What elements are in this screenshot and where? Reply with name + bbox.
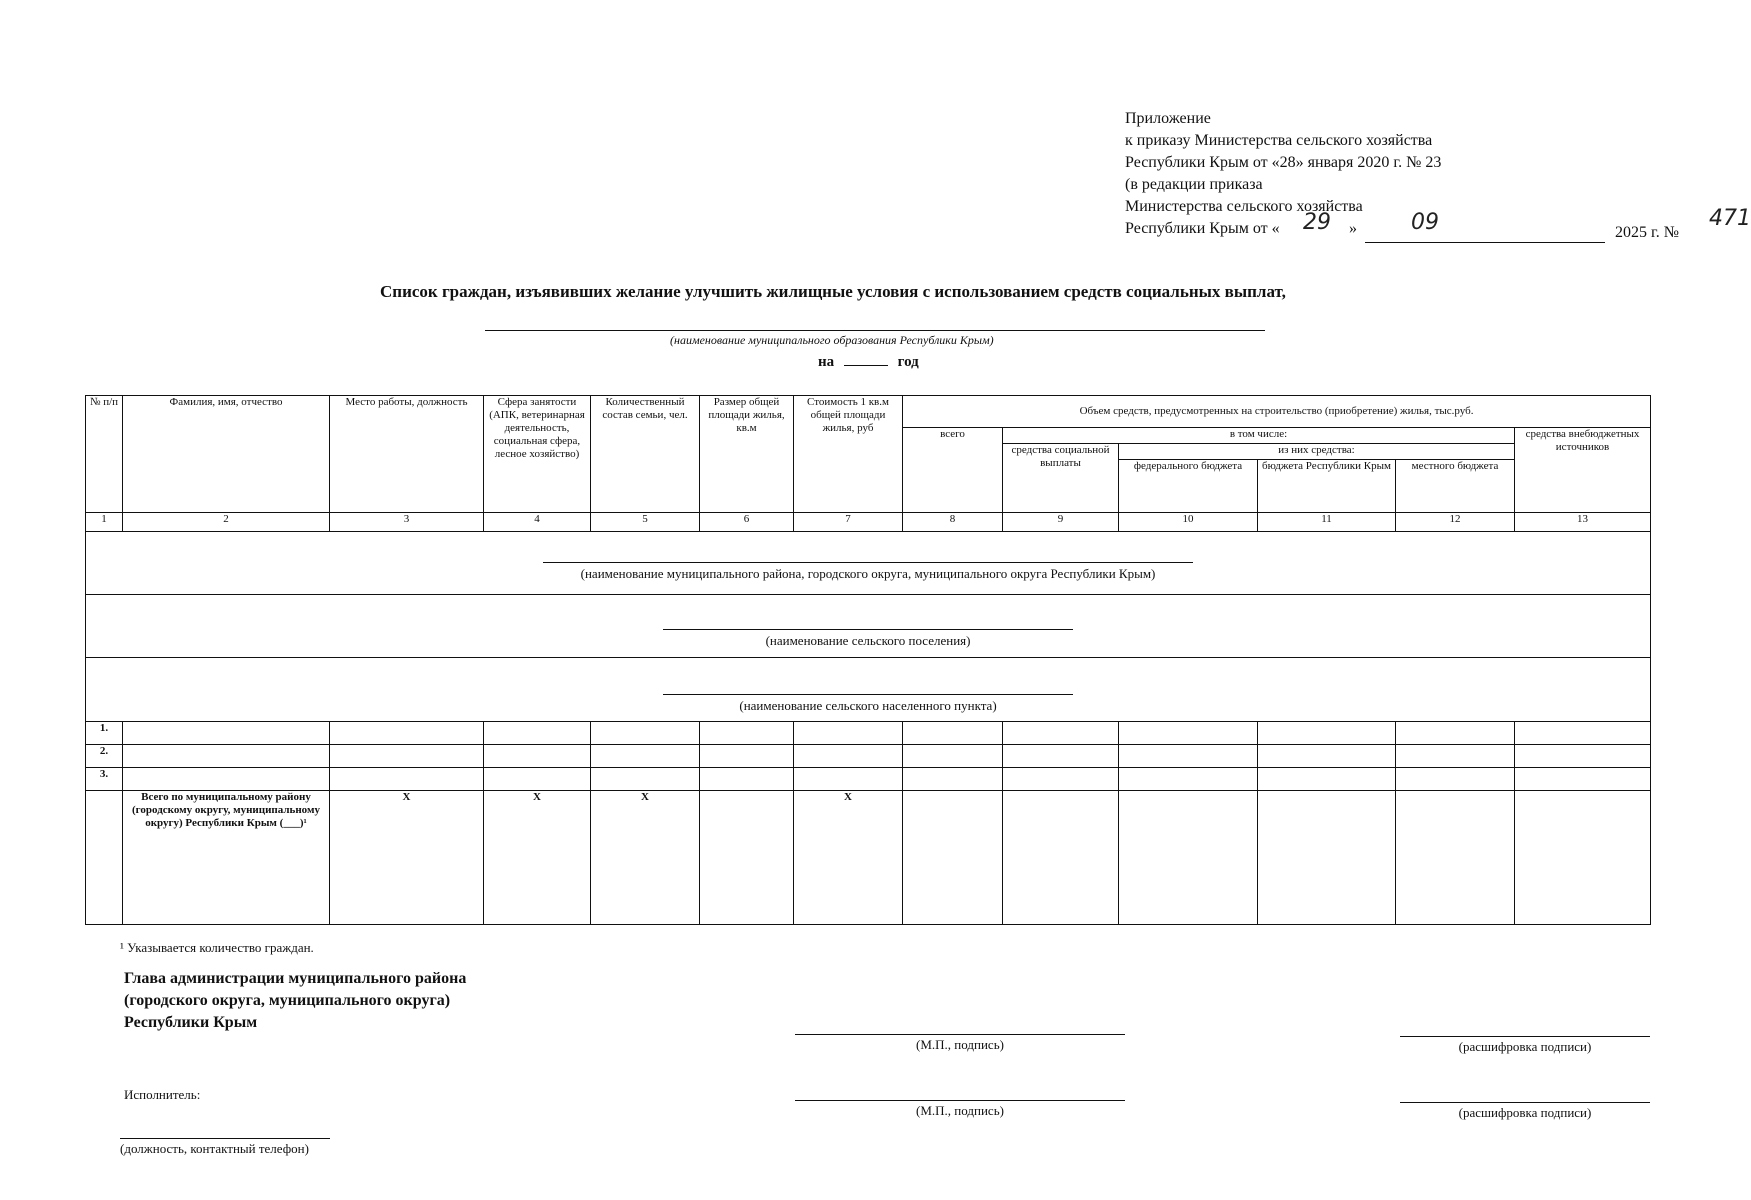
appendix-block xyxy=(1125,108,1751,244)
colnum-10: 10 xyxy=(1119,513,1258,532)
colnum-9: 9 xyxy=(1003,513,1119,532)
signature-decode-line-2 xyxy=(1400,1102,1650,1103)
colnum-1: 1 xyxy=(86,513,123,532)
year-prefix: на xyxy=(818,354,835,370)
municipal-name-line xyxy=(485,330,1265,331)
signature-line-3: Республики Крым xyxy=(124,1014,258,1031)
table-row xyxy=(86,768,1651,791)
header-in-total: в том числе: xyxy=(1003,428,1515,444)
colnum-3: 3 xyxy=(330,513,484,532)
colnum-13: 13 xyxy=(1515,513,1651,532)
band-locality-caption: (наименование сельского населенного пункта) xyxy=(739,698,997,713)
header-full-name: Фамилия, имя, отчество xyxy=(123,396,330,513)
signature-decode-caption-2: (расшифровка подписи) xyxy=(1458,1105,1592,1120)
signature-decode-line-1 xyxy=(1400,1036,1650,1037)
column-numbers-row xyxy=(86,513,1651,532)
header-local-budget: местного бюджета xyxy=(1396,460,1515,513)
header-total: всего xyxy=(903,428,1003,513)
appendix-order-ref: к приказу Министерства сельского хозяйства xyxy=(1125,132,1433,149)
colnum-12: 12 xyxy=(1396,513,1515,532)
signature-line-2: (городского округа, муниципального округа) xyxy=(124,992,451,1009)
signature-decode-caption-1: (расшифровка подписи) xyxy=(1458,1039,1592,1054)
signature-head xyxy=(124,968,466,1034)
header-extrabudget: средства внебюджетных источников xyxy=(1515,428,1651,513)
header-employment-sphere: Сфера занятости (АПК, ветеринарная деятельность, социальная сфера, лесное хозяйство) xyxy=(484,396,591,513)
header-social-payment: средства социальной выплаты xyxy=(1003,444,1119,513)
table-row xyxy=(86,722,1651,745)
edition-date-mid: » xyxy=(1349,220,1357,237)
band-district-caption: (наименование муниципального района, городского округа, муниципального округа Республики Крым) xyxy=(580,566,1156,581)
citizens-table xyxy=(85,395,1651,925)
band-locality-line xyxy=(663,694,1073,695)
edition-day-handwritten: 29 xyxy=(1303,210,1331,235)
appendix-title: Приложение xyxy=(1125,110,1211,127)
year-suffix: год xyxy=(897,354,919,370)
signature-line-1: Глава администрации муниципального района xyxy=(124,970,467,987)
band-settlement-line xyxy=(663,629,1073,630)
year-line xyxy=(818,354,919,371)
appendix-ministry: Министерства сельского хозяйства xyxy=(1125,198,1363,215)
row-number: 3. xyxy=(86,768,123,791)
band-district xyxy=(86,532,1651,595)
header-number: № п/п xyxy=(86,396,123,513)
table-row xyxy=(86,745,1651,768)
colnum-7: 7 xyxy=(794,513,903,532)
row-number: 2. xyxy=(86,745,123,768)
executor-label: Исполнитель: xyxy=(124,1087,201,1102)
document-title: Список граждан, изъявивших желание улучшить жилищные условия с использованием средств социальных выплат, xyxy=(380,282,1286,301)
total-label: Всего по муниципальному району (городскому округу, муниципальному округу) Республики Крым (___)¹ xyxy=(123,791,330,925)
total-x-col7: Х xyxy=(794,791,903,925)
signature-mp-line-2 xyxy=(795,1100,1125,1101)
year-blank xyxy=(844,365,888,366)
edition-date-prefix: Республики Крым от « xyxy=(1125,220,1280,237)
colnum-8: 8 xyxy=(903,513,1003,532)
signature-mp-caption-2: (М.П., подпись) xyxy=(916,1103,1004,1118)
header-federal-budget: федерального бюджета xyxy=(1119,460,1258,513)
total-row xyxy=(86,791,1651,925)
edition-month-handwritten: 09 xyxy=(1411,210,1439,235)
total-x-col5: Х xyxy=(591,791,700,925)
executor-line xyxy=(120,1138,330,1139)
appendix-edition: (в редакции приказа xyxy=(1125,176,1263,193)
edition-number-handwritten: 471 xyxy=(1709,206,1751,231)
colnum-6: 6 xyxy=(700,513,794,532)
colnum-4: 4 xyxy=(484,513,591,532)
band-settlement xyxy=(86,595,1651,658)
municipal-name-caption: (наименование муниципального образования Республики Крым) xyxy=(670,333,994,347)
footnote: ¹ Указывается количество граждан. xyxy=(120,940,314,955)
total-x-col3: Х xyxy=(330,791,484,925)
row-number: 1. xyxy=(86,722,123,745)
total-x-col4: Х xyxy=(484,791,591,925)
edition-month-underline xyxy=(1365,242,1605,243)
header-sqm-cost: Стоимость 1 кв.м общей площади жилья, руб xyxy=(794,396,903,513)
appendix-order-date: Республики Крым от «28» января 2020 г. № 23 xyxy=(1125,154,1442,171)
header-family-size: Количественный состав семьи, чел. xyxy=(591,396,700,513)
signature-mp-line-1 xyxy=(795,1034,1125,1035)
colnum-2: 2 xyxy=(123,513,330,532)
signature-mp-caption-1: (М.П., подпись) xyxy=(916,1037,1004,1052)
edition-year: 2025 г. № xyxy=(1615,224,1680,241)
colnum-11: 11 xyxy=(1258,513,1396,532)
band-district-line xyxy=(543,562,1193,563)
header-republic-budget: бюджета Республики Крым xyxy=(1258,460,1396,513)
band-locality xyxy=(86,658,1651,722)
executor-caption: (должность, контактный телефон) xyxy=(120,1141,309,1156)
header-workplace: Место работы, должность xyxy=(330,396,484,513)
colnum-5: 5 xyxy=(591,513,700,532)
header-funds-group: Объем средств, предусмотренных на строительство (приобретение) жилья, тыс.руб. xyxy=(903,396,1651,428)
header-of-them: из них средства: xyxy=(1119,444,1515,460)
header-housing-area: Размер общей площади жилья, кв.м xyxy=(700,396,794,513)
band-settlement-caption: (наименование сельского поселения) xyxy=(765,633,971,648)
